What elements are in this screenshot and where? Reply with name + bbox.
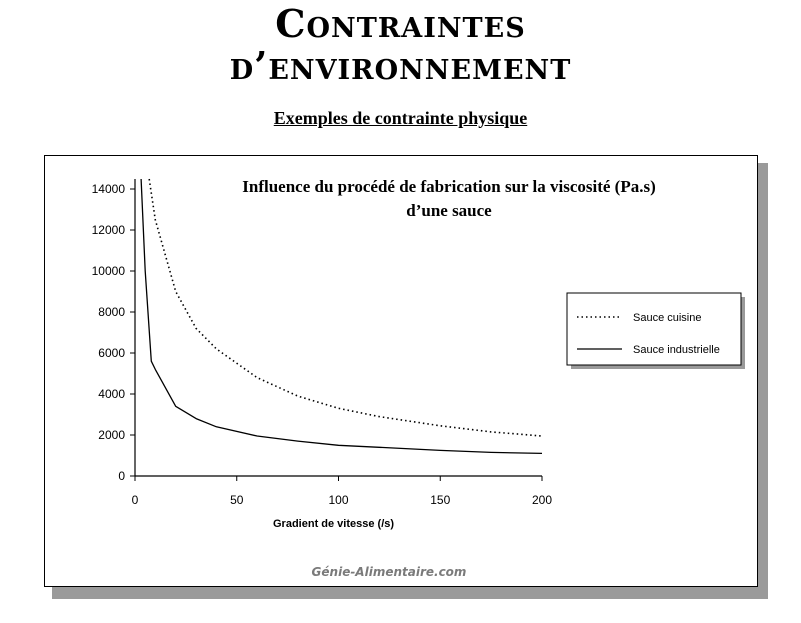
x-tick-label: 50 bbox=[230, 493, 244, 507]
y-tick-label: 4000 bbox=[98, 387, 125, 401]
x-tick-label: 100 bbox=[328, 493, 349, 507]
series-line-2 bbox=[141, 179, 542, 453]
chart-title-line-2: d’une sauce bbox=[406, 201, 492, 220]
watermark: Génie-Alimentaire.com bbox=[311, 565, 467, 579]
page-subtitle: Exemples de contrainte physique bbox=[273, 108, 528, 128]
y-tick-label: 14000 bbox=[91, 182, 125, 196]
x-tick-label: 200 bbox=[531, 493, 553, 507]
x-tick-label: 0 bbox=[131, 493, 139, 507]
y-tick-label: 8000 bbox=[98, 305, 125, 319]
x-tick-label: 150 bbox=[430, 493, 451, 507]
viscosity-chart bbox=[45, 156, 757, 586]
legend-label-1: Sauce cuisine bbox=[633, 312, 702, 324]
y-tick-label: 2000 bbox=[98, 428, 125, 442]
page-title-line-1: Contraintes bbox=[275, 1, 526, 46]
y-tick-label: 0 bbox=[118, 469, 125, 483]
x-axis-label: Gradient de vitesse (/s) bbox=[273, 518, 395, 530]
chart-title-line-1: Influence du procédé de fabrication sur la viscosité (Pa.s) bbox=[242, 177, 656, 196]
y-tick-label: 12000 bbox=[91, 223, 125, 237]
y-tick-label: 6000 bbox=[98, 346, 125, 360]
y-tick-label: 10000 bbox=[91, 264, 125, 278]
page-title-line-2: d’environnement bbox=[229, 43, 572, 88]
chart-frame bbox=[44, 155, 758, 587]
legend-label-2: Sauce industrielle bbox=[633, 344, 720, 356]
